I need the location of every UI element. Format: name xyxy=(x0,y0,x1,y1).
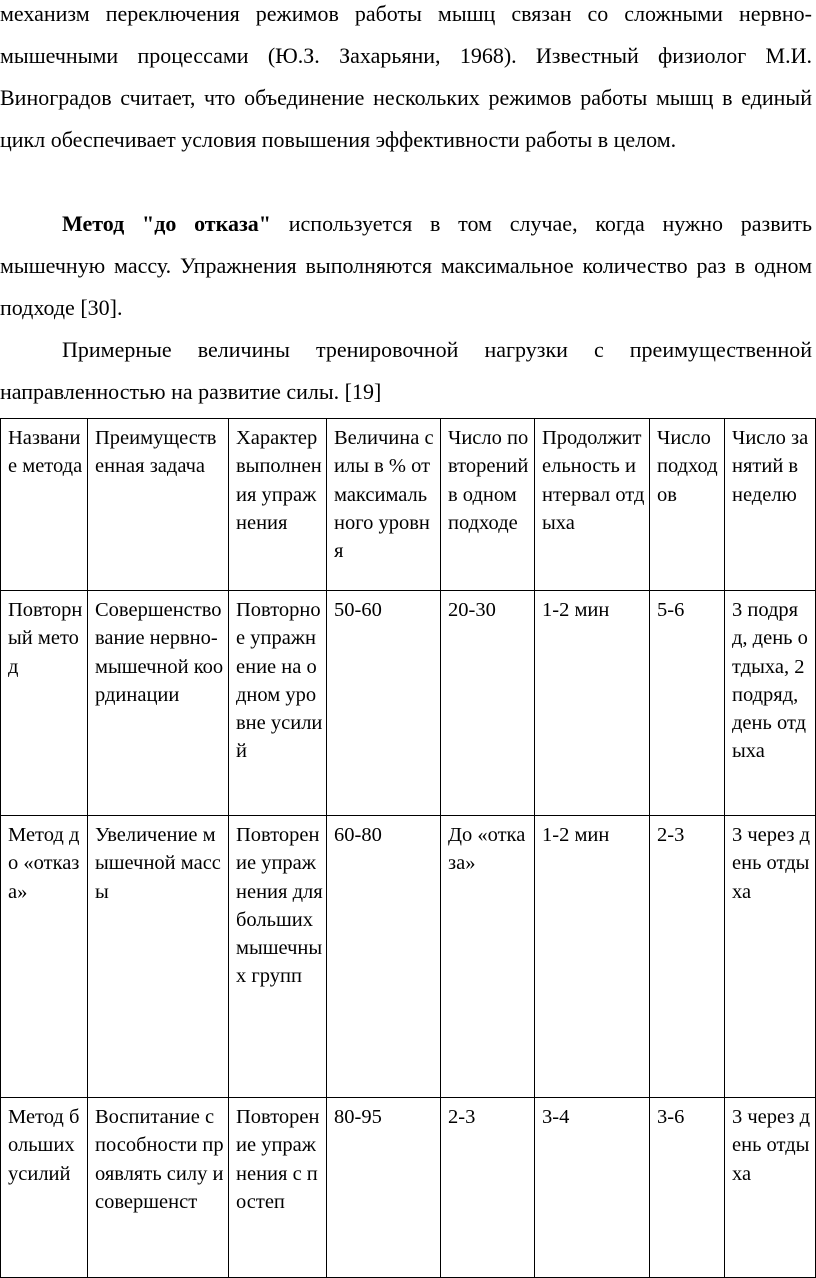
table-header-row xyxy=(1,419,816,591)
table-cell: Метод до «отказа» xyxy=(1,816,88,1098)
table-cell: 50-60 xyxy=(327,591,441,816)
paragraph-method-to-failure xyxy=(0,203,812,329)
table-cell: 3-4 xyxy=(535,1098,650,1278)
table-cell: 3-6 xyxy=(650,1098,725,1278)
table-cell: До «отказа» xyxy=(441,816,535,1098)
table-cell: Метод больших усилий xyxy=(1,1098,88,1278)
method-to-failure-term: Метод "до отказа" xyxy=(62,211,272,236)
header-cell: Преимущественная задача xyxy=(88,419,229,591)
table-cell: Совершенствование нервно-мышечной координации xyxy=(88,591,229,816)
table-row xyxy=(1,816,816,1098)
table-cell: 5-6 xyxy=(650,591,725,816)
header-cell: Число занятий в неделю xyxy=(725,419,816,591)
table-cell: Воспитание способности проявлять силу и совершенст xyxy=(88,1098,229,1278)
header-cell: Величина силы в % от максимального уровня xyxy=(327,419,441,591)
header-cell: Число подходов xyxy=(650,419,725,591)
paragraph-mechanism: механизм переключения режимов работы мышц связан со сложными нервно-мышечными процессами (Ю.З. Захарьяни, 1968). Известный физиолог М.И. Виноградов считает, что объединение нескольких режимов работы мышц в единый цикл обеспечивает условия повышения эффективности работы в целом. xyxy=(0,1,812,152)
header-cell: Число повторений в одном подходе xyxy=(441,419,535,591)
table-cell: 3 через день отдыха xyxy=(725,816,816,1098)
table-cell: Увеличение мышечной массы xyxy=(88,816,229,1098)
table-cell: 20-30 xyxy=(441,591,535,816)
table-cell: 1-2 мин xyxy=(535,816,650,1098)
table-cell: 1-2 мин xyxy=(535,591,650,816)
header-cell: Характер выполнения упражнения xyxy=(229,419,327,591)
table-cell: Повторение упражнения для больших мышечных групп xyxy=(229,816,327,1098)
header-cell: Название метода xyxy=(1,419,88,591)
table-row xyxy=(1,1098,816,1278)
method-to-failure-text: используется в том случае, когда нужно развить мышечную массу. Упражнения выполняются максимальное количество раз в одном подходе [30]. xyxy=(0,211,812,320)
training-load-table xyxy=(0,418,816,1278)
header-cell: Продолжительность интервал отдыха xyxy=(535,419,650,591)
table-cell: 80-95 xyxy=(327,1098,441,1278)
table-cell: 60-80 xyxy=(327,816,441,1098)
table-cell: 3 через день отдыха xyxy=(725,1098,816,1278)
table-cell: 2-3 xyxy=(650,816,725,1098)
table-cell: Повторение упражнения с постеп xyxy=(229,1098,327,1278)
table-row xyxy=(1,591,816,816)
table-cell: Повторный метод xyxy=(1,591,88,816)
table-cell: Повторное упражнение на одном уровне усилий xyxy=(229,591,327,816)
table-caption: Примерные величины тренировочной нагрузки с преимущественной направленностью на развитие силы. [19] xyxy=(0,337,812,404)
table-cell: 2-3 xyxy=(441,1098,535,1278)
table-cell: 3 подряд, день отдыха, 2 подряд, день отдыха xyxy=(725,591,816,816)
